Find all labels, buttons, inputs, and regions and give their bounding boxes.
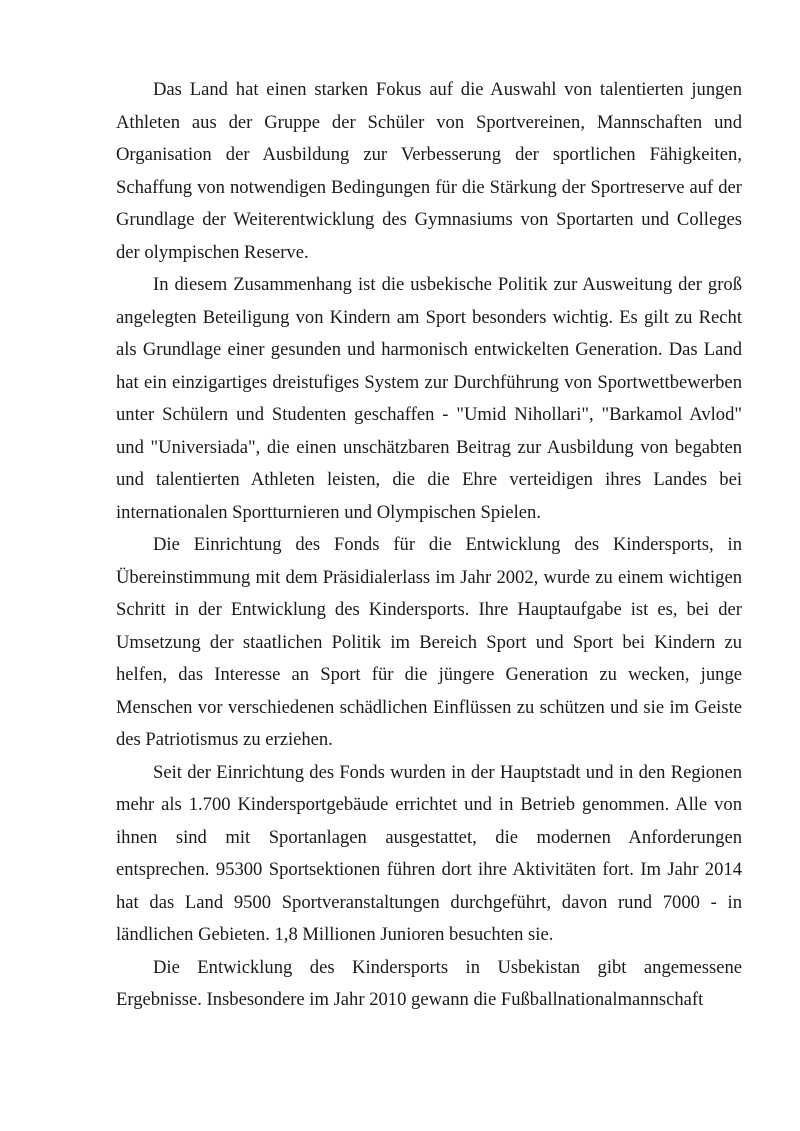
document-page [116,74,742,1017]
paragraph-talent-selection: Das Land hat einen starken Fokus auf die Auswahl von talentierten jungen Athleten aus der Gruppe der Schüler von Sportvereinen, Mannschaften und Organisation der Ausbildung zur Verbesserung der sportlichen Fähigkeiten, Schaffung von notwendigen Bedingungen für die Stärkung der Sportreserve auf der Grundlage der Weiterentwicklung des Gymnasiums von Sportarten und Colleges der olympischen Reserve. [116,79,742,263]
paragraph-children-sport-policy: In diesem Zusammenhang ist die usbekische Politik zur Ausweitung der groß angelegten Beteiligung von Kindern am Sport besonders wichtig. Es gilt zu Recht als Grundlage einer gesunden und harmonisch entwickelten Generation. Das Land hat ein einzigartiges dreistufiges System zur Durchführung von Sportwettbewerben unter Schülern und Studenten geschaffen - "Umid Nihollari", "Barkamol Avlod" und "Universiada", die einen unschätzbaren Beitrag zur Ausbildung von begabten und talentierten Athleten leisten, die die Ehre verteidigen ihres Landes bei internationalen Sportturnieren und Olympischen Spielen. [116,274,742,523]
paragraph-sport-facilities: Seit der Einrichtung des Fonds wurden in der Hauptstadt und in den Regionen mehr als 1.700 Kindersportgebäude errichtet und in Betrieb genommen. Alle von ihnen sind mit Sportanlagen ausgestattet, die modernen Anforderungen entsprechen. 95300 Sportsektionen führen dort ihre Aktivitäten fort. Im Jahr 2014 hat das Land 9500 Sportveranstaltungen durchgeführt, davon rund 7000 - in ländlichen Gebieten. 1,8 Millionen Junioren besuchten sie. [116,761,742,945]
paragraph-results: Die Entwicklung des Kindersports in Usbekistan gibt angemessene Ergebnisse. Insbesondere im Jahr 2010 gewann die Fußballnationalmannschaft [116,956,742,1010]
paragraph-children-sport-fund: Die Einrichtung des Fonds für die Entwicklung des Kindersports, in Übereinstimmung mit dem Präsidialerlass im Jahr 2002, wurde zu einem wichtigen Schritt in der Entwicklung des Kindersports. Ihre Hauptaufgabe ist es, bei der Umsetzung der staatlichen Politik im Bereich Sport und Sport bei Kindern zu helfen, das Interesse an Sport für die jüngere Generation zu wecken, junge Menschen vor verschiedenen schädlichen Einflüssen zu schützen und sie im Geiste des Patriotismus zu erziehen. [116,534,742,750]
